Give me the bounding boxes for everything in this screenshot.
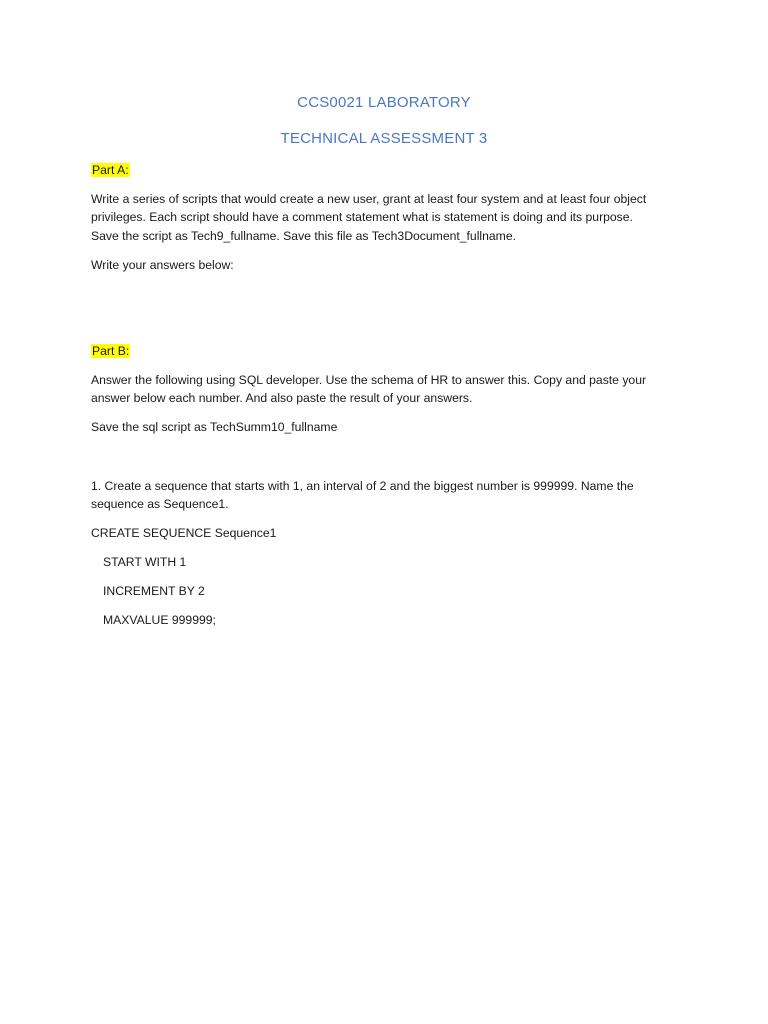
code-line-3: INCREMENT BY 2 [103, 584, 205, 598]
document-title: CCS0021 LABORATORY [297, 94, 471, 111]
part-a-paragraph-line-2: privileges. Each script should have a comment statement what is statement is doing and its purpose. [91, 210, 633, 224]
code-line-2: START WITH 1 [103, 555, 187, 569]
question-1-line-2: sequence as Sequence1. [91, 497, 229, 511]
part-b-paragraph-line-1: Answer the following using SQL developer. Use the schema of HR to answer this. Copy and paste your [91, 373, 647, 387]
part-b-paragraph-line-2: answer below each number. And also paste the result of your answers. [91, 391, 473, 405]
document-subtitle: TECHNICAL ASSESSMENT 3 [280, 130, 488, 147]
part-a-heading: Part A: [92, 163, 129, 177]
part-a-paragraph-line-3: Save the script as Tech9_fullname. Save this file as Tech3Document_fullname. [91, 229, 516, 243]
part-b-heading-line [91, 342, 130, 360]
question-1-line-1: 1. Create a sequence that starts with 1, an interval of 2 and the biggest number is 999999. Name the [91, 479, 634, 493]
answers-prompt: Write your answers below: [91, 258, 234, 272]
part-a-paragraph-line-1: Write a series of scripts that would create a new user, grant at least four system and at least four object [91, 192, 647, 206]
save-script-note: Save the sql script as TechSumm10_fullname [91, 420, 338, 434]
code-line-4: MAXVALUE 999999; [103, 613, 216, 627]
part-b-heading: Part B: [92, 344, 130, 358]
part-a-heading-line [91, 161, 130, 179]
code-line-1: CREATE SEQUENCE Sequence1 [91, 526, 277, 540]
